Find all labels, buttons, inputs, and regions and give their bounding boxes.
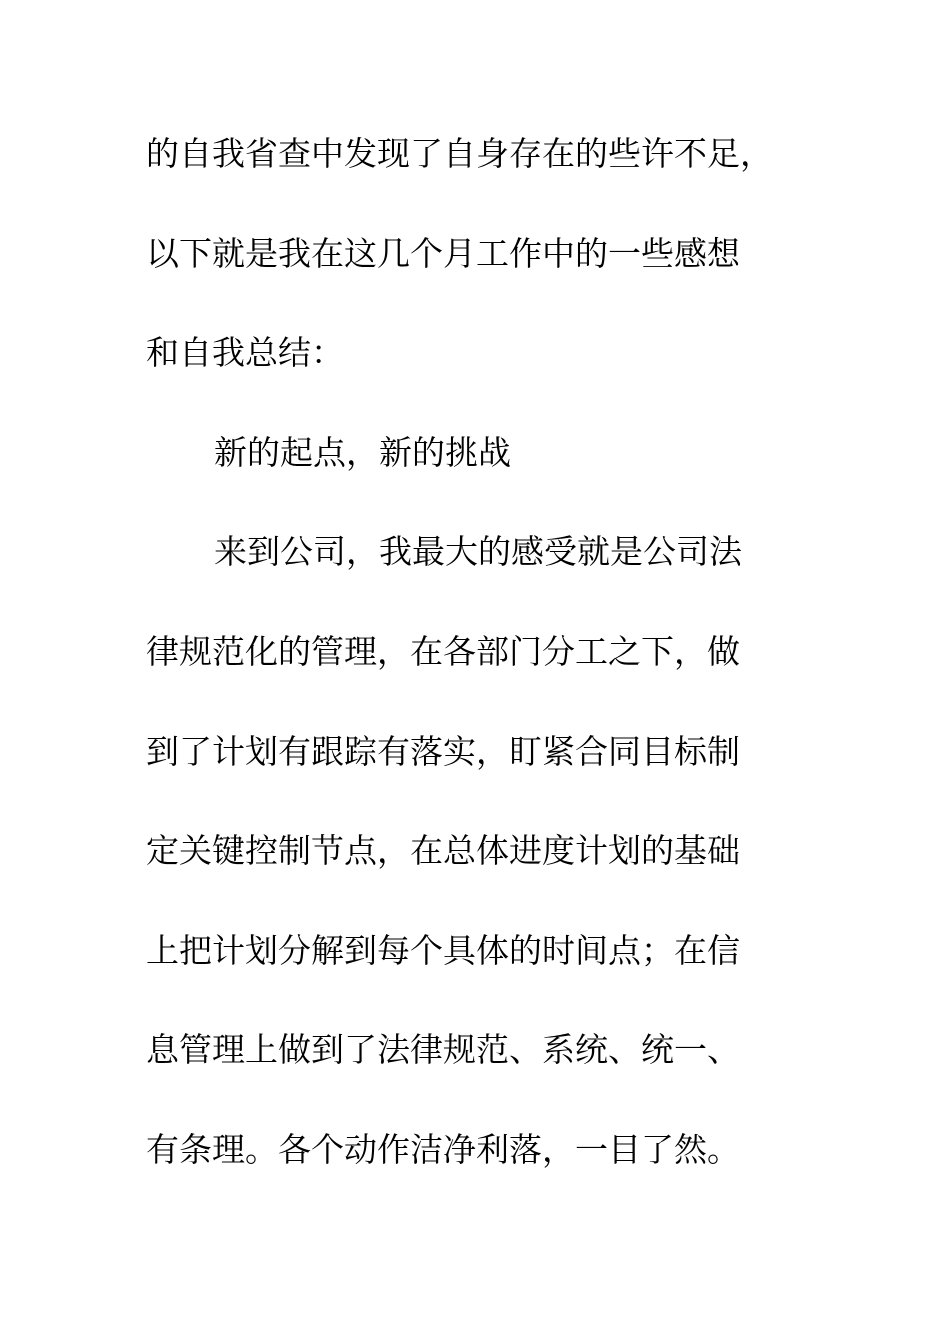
text-line-11: 有条理。各个动作洁净利落，一目了然。 bbox=[146, 1129, 740, 1169]
text-line-2: 以下就是我在这几个月工作中的一些感想 bbox=[146, 233, 740, 273]
text-line-6: 律规范化的管理，在各部门分工之下，做 bbox=[146, 631, 740, 671]
text-line-9: 上把计划分解到每个具体的时间点；在信 bbox=[146, 930, 740, 970]
document-body bbox=[146, 122, 806, 1218]
text-line-3: 和自我总结： bbox=[146, 333, 344, 373]
text-line-1: 的自我省查中发现了自身存在的些许不足， bbox=[146, 134, 773, 173]
text-line-8: 定关键控制节点，在总体进度计划的基础 bbox=[146, 831, 740, 871]
section-heading: 新的起点，新的挑战 bbox=[214, 432, 511, 472]
text-line-10: 息管理上做到了法律规范、系统、统一、 bbox=[146, 1030, 740, 1070]
text-line-7: 到了计划有跟踪有落实，盯紧合同目标制 bbox=[146, 731, 740, 771]
text-line-5: 来到公司，我最大的感受就是公司法 bbox=[214, 532, 742, 572]
